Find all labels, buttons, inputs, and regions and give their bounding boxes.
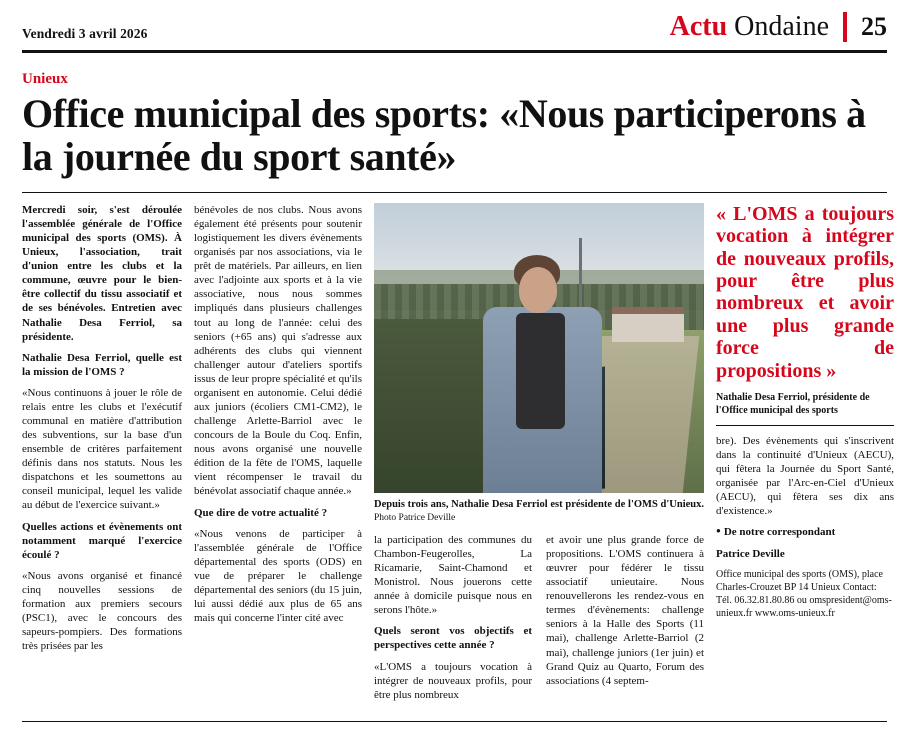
answer-4-part2: et avoir une plus grande force de propositions. L'OMS continuera à œuvrer pour fédérer le tissu associatif unieutaire. Nous renouvellerons les rendez-vous en termes d'évènements: challenge seniors à la Halle des Sports (11 mai), challenge Arlette-Barriol (2 mai), challenge juniors (1er juin) et Grand Quiz au Quarto, Forum des associations (4 septem- bbox=[546, 533, 704, 687]
brand-rest-word: Ondaine bbox=[734, 11, 829, 42]
article-kicker: Unieux bbox=[22, 70, 68, 87]
answer-3-part1: «Nous venons de participer à l'assemblée générale de l'Office départemental des sports (ODS) en vue de préparer le challenge départemental des seniors (du 15 juin, lui aussi dédié aux plus de 65 ans mais qui concerne l'inter cité avec bbox=[194, 527, 362, 625]
body-column-4 bbox=[716, 203, 894, 709]
pull-quote: « L'OMS a toujours vocation à intégrer de nouveaux profils, pour être plus nombreux et avoir une plus grande force de propositions » bbox=[716, 202, 894, 382]
question-3: Que dire de votre actualité ? bbox=[194, 506, 328, 519]
contact-block: Office municipal des sports (OMS), place Charles-Crouzet BP 14 Unieux Contact: Tél. 06.32.81.80.86 ou omspresident@oms-unieux.fr www.oms-unieux.fr bbox=[716, 568, 892, 619]
masthead-bottom-rule bbox=[22, 50, 887, 53]
masthead-divider-rule bbox=[843, 12, 847, 42]
body-column-3b bbox=[546, 533, 704, 709]
question-4: Quels seront vos objectifs et perspectives cette année ? bbox=[374, 625, 532, 652]
publication-date: Vendredi 3 avril 2026 bbox=[22, 26, 148, 41]
question-1: Nathalie Desa Ferriol, quelle est la mission de l'OMS ? bbox=[22, 351, 182, 378]
body-column-2 bbox=[194, 203, 362, 709]
body-column-1 bbox=[22, 203, 182, 709]
answer-4-part3: bre). Des évènements qui s'inscrivent dans la continuité d'Unieux (AECU), qui fêtera la Journée du Sport Santé, organisée par l'Arc-en-Ciel d'Unieux (AECU), qui fêtera ses dix ans d'existence.» bbox=[716, 435, 894, 518]
byline-prefix: ● De notre correspondant bbox=[716, 525, 894, 539]
article-headline: Office municipal des sports: «Nous participerons à la journée du sport santé» bbox=[22, 90, 866, 179]
photo-caption bbox=[374, 498, 704, 525]
answer-1: «Nous continuons à jouer le rôle de relais entre les clubs et l'exécutif communal en matière d'attribution des subventions, sur la base d'un ensemble de critères parfaitement définis dans nos statuts. Nous les dispatchons et les soumettons au conseil municipal, lequel les valide au début de l'exercice suivant.» bbox=[22, 386, 182, 512]
photo-caption-text: Depuis trois ans, Nathalie Desa Ferriol est présidente de l'OMS d'Unieux. bbox=[374, 498, 704, 510]
page-number: 25 bbox=[861, 12, 887, 41]
rail-divider-rule bbox=[716, 425, 894, 426]
brand-title bbox=[670, 13, 829, 41]
question-2: Quelles actions et évènements ont notamment marqué l'exercice écoulé ? bbox=[22, 520, 182, 561]
article-body bbox=[22, 202, 894, 709]
answer-3-part2: la participation des communes du Chambon-Feugerolles, La Ricamarie, Saint-Chamond et Monistrol. Nous jouerons cette année à domicile puisque nous en serons l'hôte.» bbox=[374, 533, 532, 617]
masthead-brand-area bbox=[670, 12, 887, 42]
lower-columns bbox=[374, 533, 704, 709]
article-lead: Mercredi soir, s'est déroulée l'assemblée générale de l'Office municipal des sports (OMS). À Unieux, l'association, trait d'union entre les clubs et la commune, œuvre pour le bien-être collectif du tissu associatif et de ses bénévoles. Entretien avec Nathalie Desa Ferriol, sa présidente. bbox=[22, 203, 182, 343]
answer-2-part2: bénévoles de nos clubs. Nous avons également été présents pour soutenir logistiquement les divers évènements organisés par nos associations, via le prêt de matériels. Par ailleurs, en lien avec l'adjointe aux sports et à la vie associative, nous nous sommes impliqués dans plusieurs challenges tout au long de l'année: celui des seniors (+65 ans) qui s'adresse aux adhérents des clubs qui viennent challenger autour d'ateliers sportifs issus de leur propre spécialité et qu'ils organisent en autonomie. Celui dédié aux juniors (écoliers CM1-CM2), le challenge Arlette-Barriol avec le concours de la Boule du Coq. Enfin, nous avons organisé une nouvelle édition de la fête de l'OMS, laquelle vient récompenser le travail du bénévolat associatif chaque année.» bbox=[194, 203, 362, 498]
headline-bottom-rule bbox=[22, 192, 887, 193]
body-column-3 bbox=[374, 203, 704, 709]
photo-person-head bbox=[519, 267, 557, 313]
answer-4-part1: «L'OMS a toujours vocation à intégrer de nouveaux profils, pour être plus nombreux bbox=[374, 660, 532, 701]
pull-quote-attribution: Nathalie Desa Ferriol, présidente de l'Office municipal des sports bbox=[716, 392, 870, 416]
photo-credit: Photo Patrice Deville bbox=[374, 513, 456, 523]
answer-2-part1: «Nous avons organisé et financé cinq nouvelles sessions de formation aux premiers secours (PSC1), avec le concours des sapeurs-pompiers. Des formations très prisées par les bbox=[22, 569, 182, 653]
article-photo bbox=[374, 203, 704, 493]
masthead bbox=[22, 0, 887, 48]
page-bottom-rule bbox=[22, 721, 887, 722]
photo-house bbox=[612, 307, 685, 342]
body-column-3a bbox=[374, 533, 532, 709]
brand-accent-word: Actu bbox=[669, 11, 728, 42]
photo-person-shirt bbox=[516, 313, 566, 429]
byline-name: Patrice Deville bbox=[716, 547, 785, 560]
